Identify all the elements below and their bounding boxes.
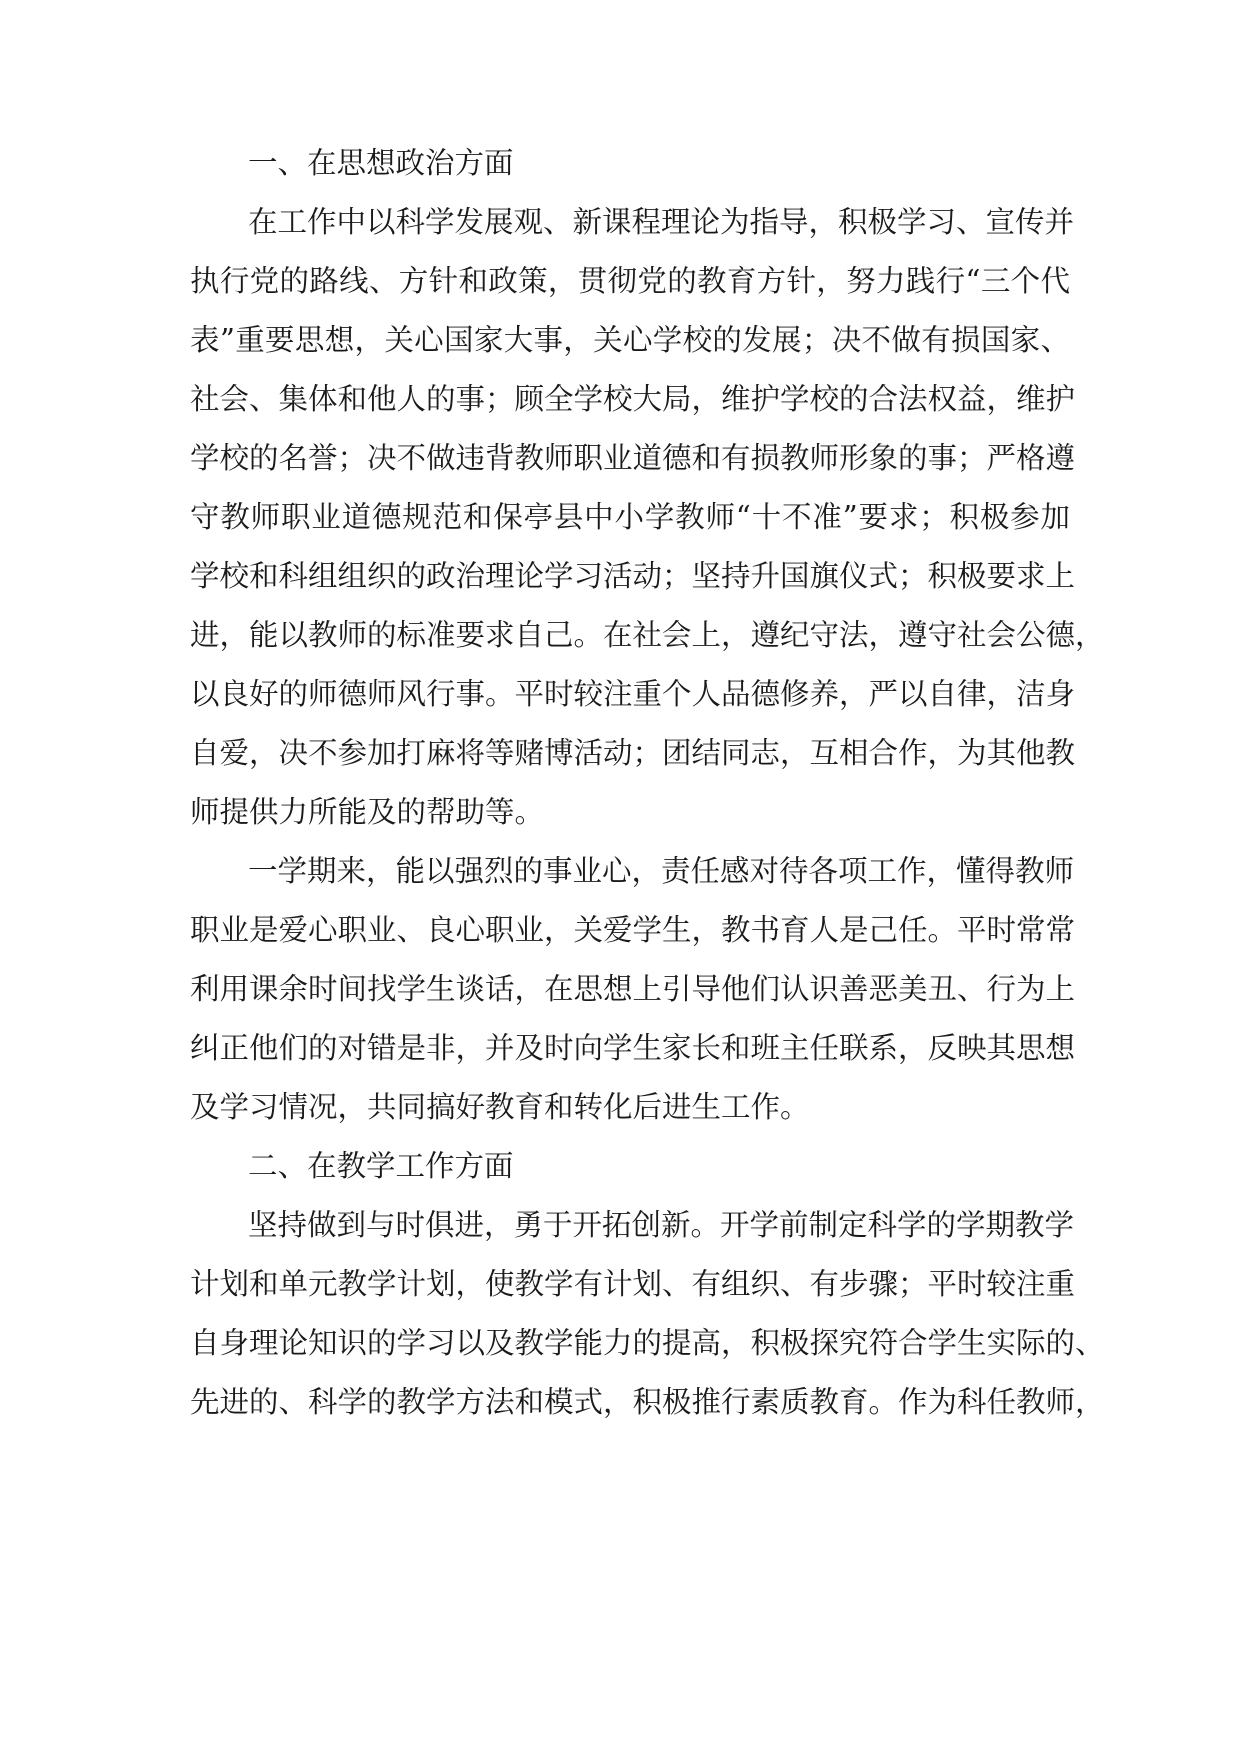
paragraph-line: 师提供力所能及的帮助等。 — [190, 795, 545, 829]
paragraph-line: 以良好的师德师风行事。平时较注重个人品德修养，严以自律，洁身 — [190, 677, 1076, 711]
paragraph-line: 职业是爱心职业、良心职业，关爱学生，教书育人是己任。平时常常 — [190, 913, 1076, 947]
paragraph-line: 自爱，决不参加打麻将等赌博活动；团结同志，互相合作，为其他教 — [190, 736, 1076, 770]
paragraph-line: 一学期来，能以强烈的事业心，责任感对待各项工作，懂得教师 — [248, 854, 1075, 888]
paragraph-line: 坚持做到与时俱进，勇于开拓创新。开学前制定科学的学期教学 — [248, 1208, 1075, 1242]
paragraph-line: 及学习情况，共同搞好教育和转化后进生工作。 — [190, 1090, 810, 1124]
paragraph-line: 自身理论知识的学习以及教学能力的提高，积极探究符合学生实际的、 — [190, 1326, 1105, 1360]
paragraph-line: 学校和科组组织的政治理论学习活动；坚持升国旗仪式；积极要求上 — [190, 559, 1076, 593]
paragraph-line: 执行党的路线、方针和政策，贯彻党的教育方针，努力践行“三个代 — [190, 264, 1070, 298]
paragraph-line: 利用课余时间找学生谈话，在思想上引导他们认识善恶美丑、行为上 — [190, 972, 1076, 1006]
paragraph-line: 学校的名誉；决不做违背教师职业道德和有损教师形象的事；严格遵 — [190, 441, 1076, 475]
paragraph-line: 计划和单元教学计划，使教学有计划、有组织、有步骤；平时较注重 — [190, 1267, 1076, 1301]
paragraph-line: 在工作中以科学发展观、新课程理论为指导，积极学习、宣传并 — [248, 205, 1075, 239]
heading-political: 一、在思想政治方面 — [248, 146, 514, 180]
paragraph-line: 表”重要思想，关心国家大事，关心学校的发展；决不做有损国家、 — [190, 323, 1070, 357]
heading-teaching: 二、在教学工作方面 — [248, 1149, 514, 1183]
paragraph-line: 进，能以教师的标准要求自己。在社会上，遵纪守法，遵守社会公德， — [190, 618, 1105, 652]
paragraph-line: 社会、集体和他人的事；顾全学校大局，维护学校的合法权益，维护 — [190, 382, 1076, 416]
paragraph-line: 纠正他们的对错是非，并及时向学生家长和班主任联系，反映其思想 — [190, 1031, 1076, 1065]
paragraph-line: 守教师职业道德规范和保亭县中小学教师“十不准”要求；积极参加 — [190, 500, 1070, 534]
paragraph-line: 先进的、科学的教学方法和模式，积极推行素质教育。作为科任教师， — [190, 1385, 1105, 1419]
